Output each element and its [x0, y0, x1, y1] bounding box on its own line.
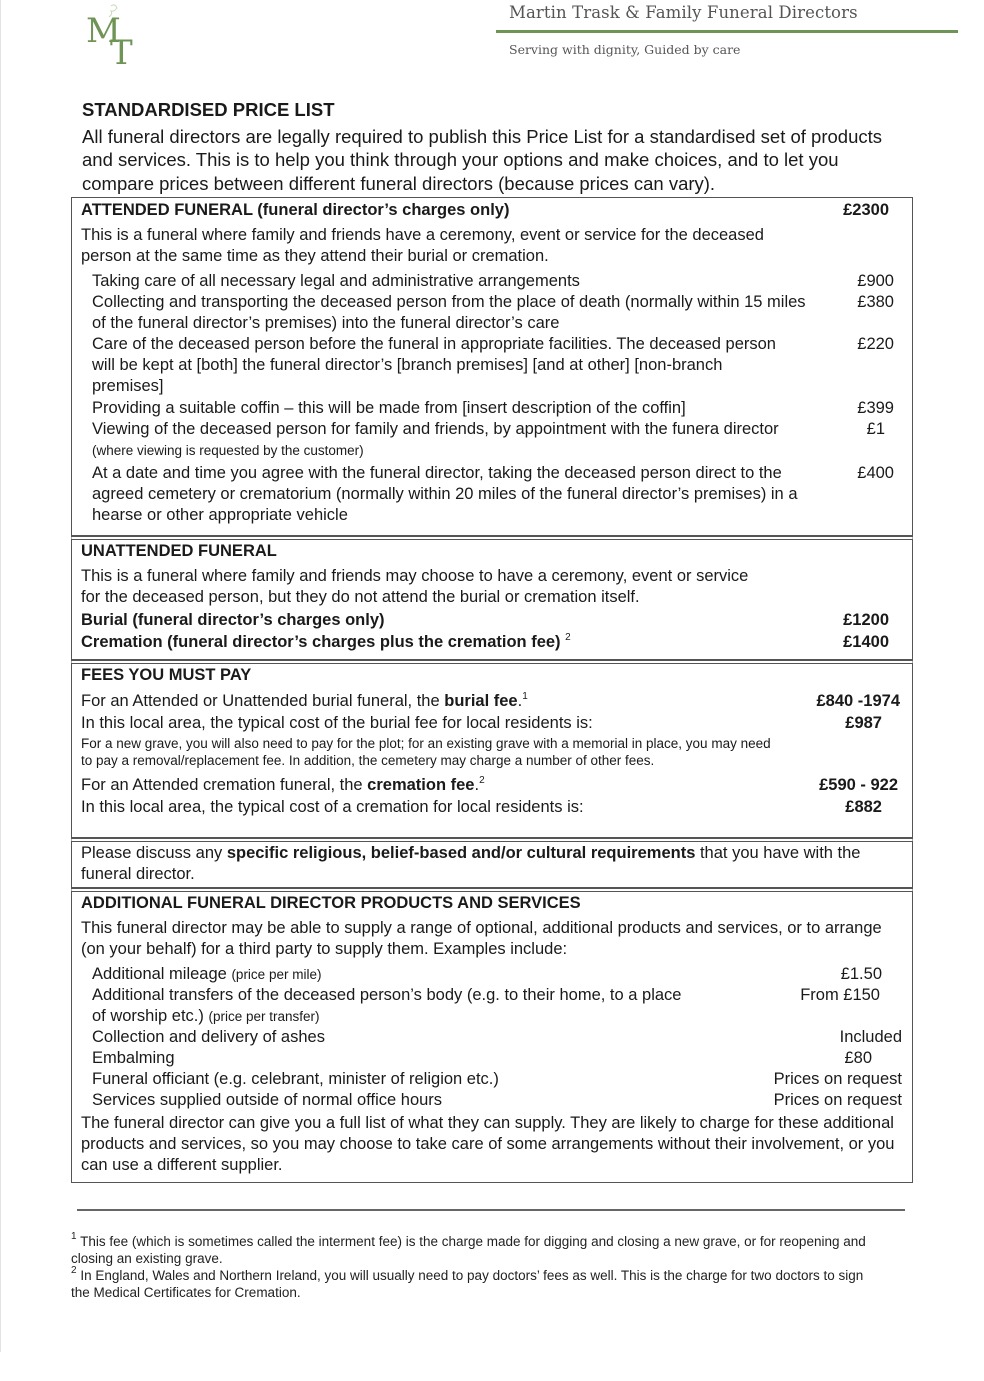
footnote-ref: 2 [479, 775, 485, 786]
attended-description: This is a funeral where family and friends have a ceremony, event or service for the deceased person at the same time as they attend their burial or cremation. [81, 226, 764, 265]
item-price: £399 [857, 399, 894, 417]
attended-item: Taking care of all necessary legal and administrative arrangements £900 [92, 272, 894, 290]
additional-item: Funeral officiant (e.g. celebrant, minister of religion etc.) Prices on request [92, 1070, 902, 1088]
burial-note: For a new grave, you will also need to pay for the plot; for an existing grave with a memorial in place, you may need to pay a removal/replacement fee. In addition, the cemetery may charge a number of other fees. [81, 736, 771, 768]
mt-monogram-logo-icon [83, 2, 153, 72]
item-note: (price per mile) [231, 967, 322, 982]
additional-description: This funeral director may be able to supply a range of optional, additional products and services, or to arrange (on your behalf) for a third party to supply them. Examples include: [81, 919, 882, 958]
attended-item: Providing a suitable coffin – this will be made from [insert description of the coffin] £399 [92, 399, 894, 417]
requirements-text: Please discuss any specific religious, belief-based and/or cultural requirements that you have with the funeral director. [81, 844, 861, 883]
fees-heading: FEES YOU MUST PAY [81, 666, 252, 684]
item-note: (price per transfer) [208, 1009, 320, 1024]
unattended-burial-label: Burial (funeral director’s charges only) [81, 611, 385, 629]
cremation-fee-term: cremation fee [367, 776, 475, 794]
item-price: £380 [857, 293, 894, 311]
attended-item: At a date and time you agree with the funeral director, taking the deceased person direct to the agreed cemetery or crematorium (normally within 20 miles of the funeral director’s premises) in a hearse or other appropriate vehicle £400 [92, 464, 894, 524]
unattended-burial-price: £1200 [843, 611, 889, 629]
cremation-local-price: £882 [845, 798, 882, 816]
svg-text:T: T [110, 33, 133, 72]
unattended-cremation-label: Cremation (funeral director’s charges plus the cremation fee) [81, 633, 561, 651]
footnote-ref: 2 [565, 632, 571, 643]
attended-funeral-section [71, 197, 913, 536]
additional-item: Embalming £80 [92, 1049, 872, 1067]
unattended-heading: UNATTENDED FUNERAL [81, 542, 277, 560]
intro-paragraph: All funeral directors are legally required to publish this Price List for a standardised set of products and services. This is to help you think through your options and make choices, and to let you compare prices between different funeral directors (because prices can vary). [82, 126, 883, 194]
attended-heading: ATTENDED FUNERAL (funeral director’s charges only) [81, 201, 510, 219]
burial-local-price: £987 [845, 714, 882, 732]
company-name: Martin Trask & Family Funeral Directors [509, 3, 858, 22]
footnote-divider [77, 1209, 905, 1211]
item-price: From £150 [800, 986, 880, 1004]
attended-item: Viewing of the deceased person for family and friends, by appointment with the funera director (where viewing is requested by the customer) £1 [92, 420, 885, 458]
company-header [496, 0, 958, 57]
svg-text:M: M [86, 11, 121, 51]
additional-item: Additional mileage (price per mile) £1.50 [92, 965, 882, 983]
unattended-funeral-section [71, 536, 913, 660]
item-price: Included [839, 1028, 902, 1046]
additional-item: Collection and delivery of ashes Included [92, 1028, 902, 1046]
footnote-1: $^1$ This fee (which is sometimes called the interment fee) is the charge made for digging and closing a new grave, or for reopening and closing an existing grave. [71, 1231, 866, 1266]
unattended-description: This is a funeral where family and friends may choose to have a ceremony, event or service for the deceased person, but they do not attend the burial or cremation itself. [81, 567, 749, 606]
company-tagline: Serving with dignity, Guided by care [509, 42, 741, 57]
item-price: £900 [857, 272, 894, 290]
cremation-fee-range: £590 - 922 [819, 776, 898, 794]
requirements-section [71, 838, 913, 888]
item-price: £400 [857, 464, 894, 482]
item-price: £1.50 [840, 965, 882, 983]
attended-total-price: £2300 [843, 201, 889, 219]
additional-item: Services supplied outside of normal office hours Prices on request [92, 1091, 902, 1109]
item-price: £80 [844, 1049, 872, 1067]
additional-closing: The funeral director can give you a full list of what they can supply. They are likely to charge for these additional products and services, so you may choose to take care of some arrangements without their involvement, or you can use a different supplier. [81, 1114, 895, 1174]
additional-heading: ADDITIONAL FUNERAL DIRECTOR PRODUCTS AND SERVICES [81, 894, 581, 912]
cremation-local-label: In this local area, the typical cost of a cremation for local residents is: [81, 798, 584, 816]
footnote-ref: 1 [522, 691, 528, 702]
footnote-2: $^2$ In England, Wales and Northern Ireland, you will usually need to pay doctors’ fees as well. This is the charge for two doctors to sign the Medical Certificates for Cremation. [71, 1265, 864, 1300]
item-note: (where viewing is requested by the customer) [92, 443, 364, 458]
fees-section: FEES YOU MUST PAY For an Attended or Unattended burial funeral, the burial fee.$^1$ £840 -1974 In this local area, the typical cost of the burial fee for local residents is: £987 For a new grave, you will also need to pay for the plot; for an existing grave with a memorial in place, you may need to pay a removal/replacement fee. In addition, the cemetery may charge a number of other fees. For an Attended cremation funeral, the cremation fee.$^2$ £590 - 922 In this local area, the typical cost of a cremation for local residents is: £882 [71, 660, 913, 838]
additional-services-section [71, 888, 913, 1183]
burial-fee-term: burial fee [444, 692, 518, 710]
additional-item: Additional transfers of the deceased person’s body (e.g. to their home, to a place of worship etc.) (price per transfer) From £150 [92, 986, 880, 1025]
item-price: Prices on request [773, 1070, 902, 1088]
burial-fee-range: £840 -1974 [816, 692, 900, 710]
item-price: Prices on request [773, 1091, 902, 1109]
attended-item: Care of the deceased person before the funeral in appropriate facilities. The deceased person will be kept at [both] the funeral director’s [branch premises] [and at other] [non-branch premises] £220 [92, 335, 894, 395]
header-divider [496, 30, 958, 33]
unattended-cremation-price: £1400 [843, 633, 889, 651]
page-title: STANDARDISED PRICE LIST [82, 99, 335, 120]
item-price: £1 [866, 420, 885, 438]
footnotes [71, 1233, 871, 1301]
burial-local-label: In this local area, the typical cost of the burial fee for local residents is: [81, 714, 593, 732]
item-price: £220 [857, 335, 894, 353]
attended-item: Collecting and transporting the deceased person from the place of death (normally within 15 miles of the funeral director’s premises) into the funeral director’s care £380 [92, 293, 894, 332]
